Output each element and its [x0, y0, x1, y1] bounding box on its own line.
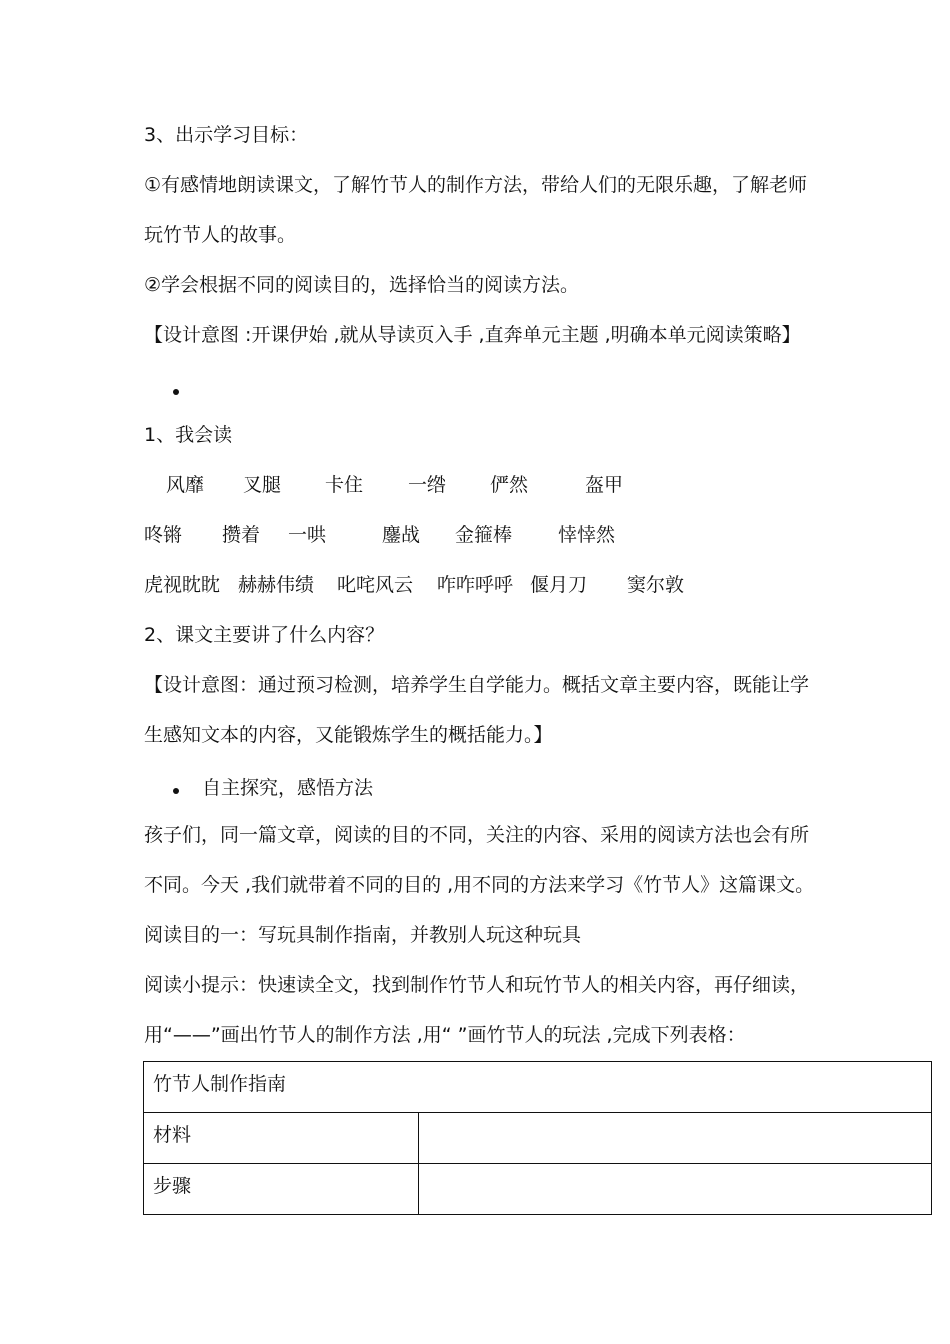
table-row — [144, 1062, 932, 1113]
explore-paragraph-line-1: 孩子们，同一篇文章，阅读的目的不同，关注的内容、采用的阅读方法也会有所 — [144, 824, 810, 846]
design-intent-1: 【设计意图 :开课伊始 ,就从导读页入手 ,直奔单元主题 ,明确本单元阅读策略】 — [144, 324, 801, 346]
objectives-heading: 3、出示学习目标： — [144, 124, 309, 146]
reading-purpose-1: 阅读目的一：写玩具制作指南，并教别人玩这种玩具 — [144, 924, 582, 946]
vocab-word: 窦尔敦 — [627, 574, 685, 596]
objective-1-line-1: ①有感情地朗读课文，了解竹节人的制作方法，带给人们的无限乐趣，了解老师 — [144, 174, 808, 196]
vocab-word: 一哄 — [288, 524, 327, 546]
making-guide-table — [143, 1061, 932, 1215]
objective-1-line-2: 玩竹节人的故事。 — [144, 224, 297, 246]
vocab-word: 俨然 — [490, 474, 529, 496]
design-intent-2-line-2: 生感知文本的内容，又能锻炼学生的概括能力。】 — [144, 724, 553, 746]
design-intent-2-line-1: 【设计意图：通过预习检测，培养学生自学能力。概括文章主要内容，既能让学 — [144, 674, 810, 696]
table-value-materials[interactable] — [419, 1113, 932, 1164]
reading-tip-line-2: 用“——”画出竹节人的制作方法 ,用“ ”画竹节人的玩法 ,完成下列表格： — [144, 1024, 746, 1046]
table-label-materials: 材料 — [144, 1113, 419, 1164]
explore-heading: 自主探究，感悟方法 — [202, 777, 374, 799]
vocab-word: 偃月刀 — [530, 574, 588, 596]
table-row — [144, 1164, 932, 1215]
explore-paragraph-line-2: 不同。今天 ,我们就带着不同的目的 ,用不同的方法来学习《竹节人》这篇课文。 — [144, 874, 815, 896]
table-row — [144, 1113, 932, 1164]
bullet-icon — [173, 389, 179, 395]
content-question: 2、课文主要讲了什么内容？ — [144, 624, 385, 646]
vocab-word: 卡住 — [325, 474, 364, 496]
vocab-word: 虎视眈眈 — [144, 574, 221, 596]
read-heading: 1、我会读 — [144, 424, 233, 446]
vocab-word: 叉腿 — [243, 474, 282, 496]
table-label-steps: 步骤 — [144, 1164, 419, 1215]
bullet-icon — [173, 788, 179, 794]
vocab-word: 悻悻然 — [558, 524, 616, 546]
vocab-word: 金箍棒 — [455, 524, 513, 546]
vocab-word: 一绺 — [408, 474, 447, 496]
vocab-word: 叱咤风云 — [337, 574, 414, 596]
vocab-word: 咚锵 — [144, 524, 183, 546]
objective-2: ②学会根据不同的阅读目的，选择恰当的阅读方法。 — [144, 274, 580, 296]
table-value-steps[interactable] — [419, 1164, 932, 1215]
vocab-word: 赫赫伟绩 — [238, 574, 315, 596]
table-title: 竹节人制作指南 — [144, 1062, 932, 1113]
reading-tip-line-1: 阅读小提示：快速读全文，找到制作竹节人和玩竹节人的相关内容，再仔细读， — [144, 974, 810, 996]
vocab-word: 咋咋呼呼 — [437, 574, 514, 596]
vocab-word: 风靡 — [166, 474, 205, 496]
vocab-word: 盔甲 — [585, 474, 624, 496]
vocab-word: 鏖战 — [382, 524, 421, 546]
vocab-word: 攒着 — [222, 524, 261, 546]
